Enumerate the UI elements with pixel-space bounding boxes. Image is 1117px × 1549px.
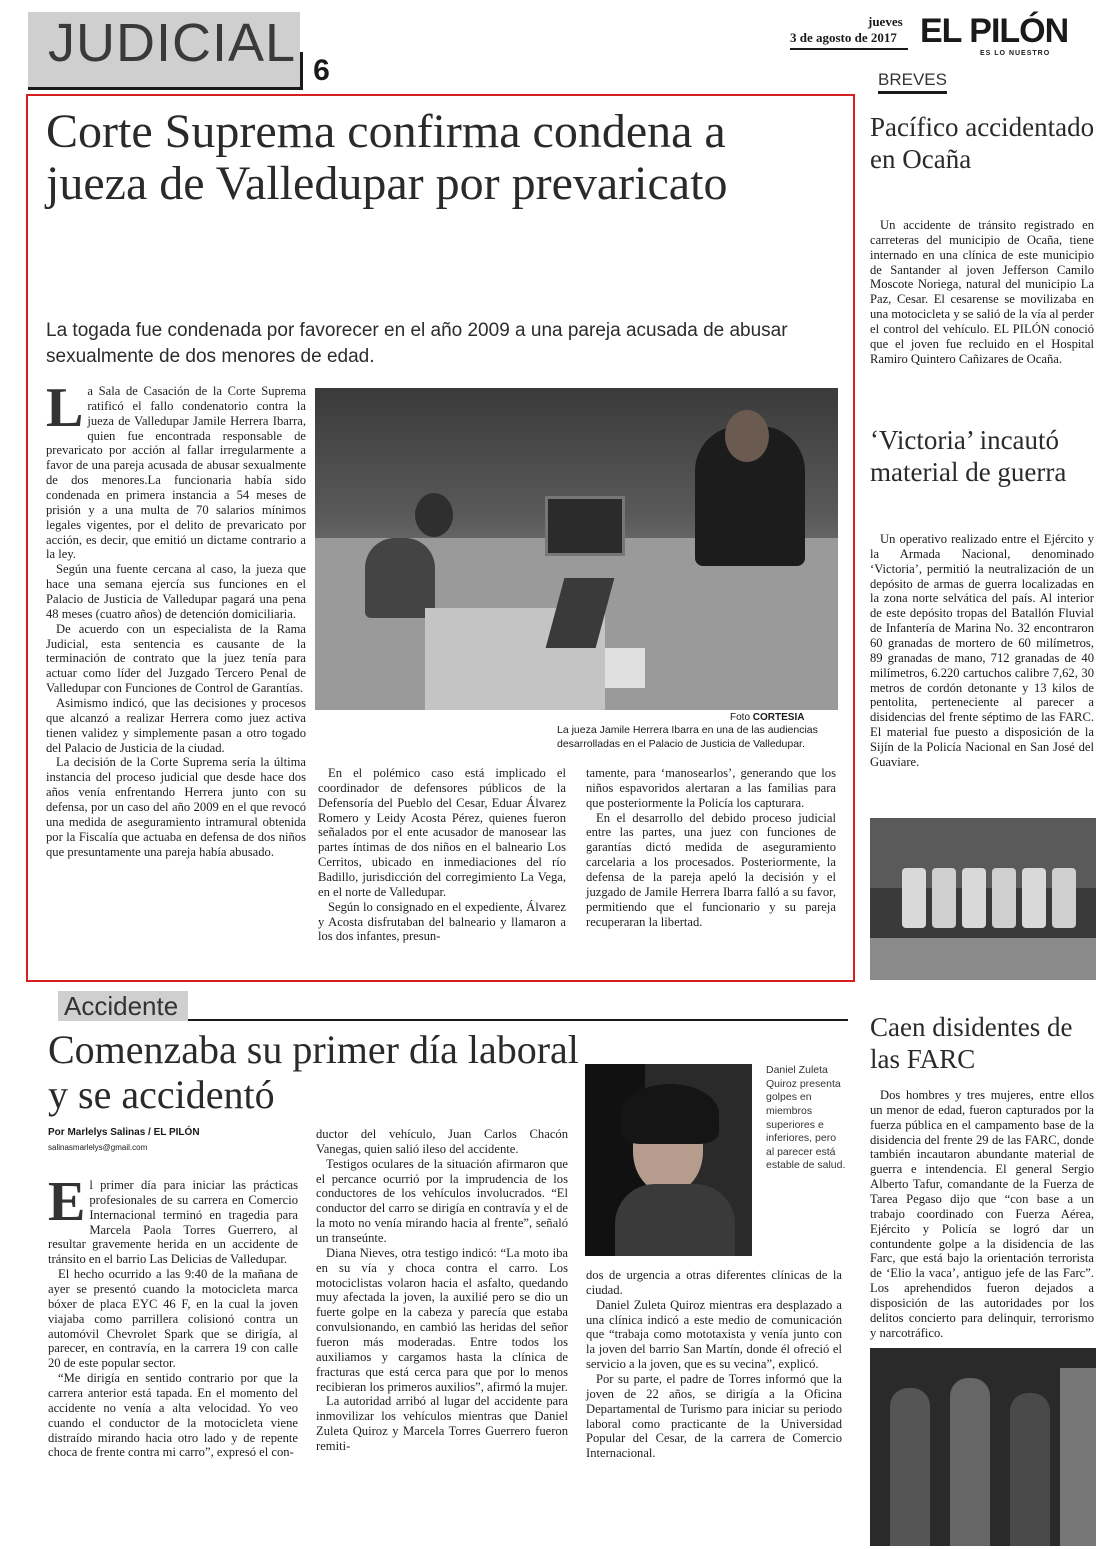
paragraph: “Me dirigía en sentido contrario por que la carrera anterior está tapada. En el momento del accidente no venía a alta velocidad. Yo veo cuando el conductor de la motocicleta viene distraído mirando hacia otro lado y de repente choca de frente contra mi carro”, expresó el con-	[48, 1371, 298, 1460]
brief-headline: Pacífico accidentado en Ocaña	[870, 112, 1095, 174]
paragraph: Daniel Zuleta Quiroz mientras era desplazado a una clínica indicó a este medio de comunicación que “trabaja como mototaxista y venía junto con la joven del barrio San Martín, donde él ofreció el servicio a la joven, que es su vecina”, explicó.	[586, 1297, 842, 1372]
paragraph: Por su parte, el padre de Torres informó que la joven de 22 años, se dirigía a la Oficina Departamental de Turismo para iniciar su periodo laboral como practicante de la Universidad Popular del Cesar, de la carrera de Comercio Internacional.	[586, 1372, 842, 1461]
photo-credit: Foto CORTESIA	[730, 712, 805, 723]
paragraph: Según una fuente cercana al caso, la jueza que hace una semana ejercía sus funciones en el Palacio de Justicia de Valledupar pagará una pena 48 meses (cuatro años) de detención domiciliaria.	[46, 562, 306, 621]
author-email: salinasmarlelys@gmail.com	[48, 1143, 148, 1152]
paragraph: De acuerdo con un especialista de la Rama Judicial, esta sentencia es causante de la terminación de contrato que la juez tenía para actuar como líder del Juzgado Tercero Penal de Valledupar con Funciones de Control de Garantías.	[46, 621, 306, 696]
issue-day: jueves	[868, 14, 903, 29]
paragraph: La decisión de la Corte Suprema sería la última instancia del proceso judicial que desde hace dos años venía enfrentando Herrera junto con su defensa, por un caso del año 2009 en el que revocó una medida de aseguramiento intramural obtenida por la Fiscalía que actuaba en defensa de dos niños que presuntamente una pareja había abusado.	[46, 755, 306, 859]
masthead-slogan: ES LO NUESTRO	[980, 50, 1051, 57]
paragraph: ductor del vehículo, Juan Carlos Chacón Vanegas, quien salió ileso del accidente.	[316, 1127, 568, 1156]
masthead-logo: EL PILÓN	[920, 12, 1069, 50]
paragraph: dos de urgencia a otras diferentes clínicas de la ciudad.	[586, 1268, 842, 1297]
dropcap: E	[48, 1171, 86, 1233]
paragraph: Diana Nieves, otra testigo indicó: “La moto iba en su vía y choca contra el carro. Los motociclistas volaron hacia el asfalto, quedando muy afectada la joven, la auxilié pero se dio un fuerte golpe en la cabeza y parecía que estaba convulsionando, en cambió las heridas del señor fueron más moderadas. Entre todos los auxiliamos y cargamos hasta la clínica de fracturas que está cerca para que por lo menos recibieran los primeros auxilios”, afirmó la mujer.	[316, 1245, 568, 1394]
section-rule	[188, 1019, 848, 1021]
brief-body: Un accidente de tránsito registrado en carreteras del municipio de Ocaña, tiene internado en una clínica de este municipio de Santander al joven Jefferson Camilo Moscote Noriega, natural del municipio La Paz, Cesar. El cesarense se movilizaba en una motocicleta y se salió de la vía al perder el control del vehículo. EL PILÓN conoció que el joven fue recluido en el Hospital Ramiro Quintero Cañizares de Ocaña.	[870, 218, 1094, 366]
paragraph: l primer día para iniciar las prácticas profesionales de su carrera en Comercio Internacional terminó en tragedia para Marcela Paola Torres Guerrero, al resultar gravemente herida en un accidente de tránsito en el barrio Las Delicias de Valledupar.	[48, 1178, 298, 1267]
main-headline: Corte Suprema confirma condena a jueza de Valledupar por prevaricato	[46, 105, 728, 210]
page-number: 6	[300, 52, 340, 90]
second-headline: Comenzaba su primer día laboral y se accidentó	[48, 1027, 579, 1117]
paragraph: Testigos oculares de la situación afirmaron que el percance ocurrió por la imprudencia de los conductores de los vehículos involucrados. “El conductor del carro se dirigía en contravía y el de la moto no venía mirando hacia al frente”, señaló un transeúnte.	[316, 1156, 568, 1246]
seized-material-photo	[870, 818, 1096, 980]
paragraph: a Sala de Casación de la Corte Suprema ratificó el fallo condenatorio contra la jueza de Valledupar Jamile Herrera Ibarra, quien fue encontrada responsable de prevaricato por acción al fallar irregularmente a favor de una pareja acusada de abusar sexualmente de dos menores.La funcionaria había sido condenada en primera instancia a 54 meses de prisión y a una multa de 70 salarios mínimos legales vigentes, por el delito de prevaricato por acción, es decir, que emitió un dictame contrario a la ley.	[46, 384, 306, 562]
paragraph: tamente, para ‘manosearlos’, generando que los niños espavoridos alertaran a las familias para que posteriormente la Policía los capturara.	[586, 766, 836, 810]
main-deck: La togada fue condenada por favorecer en el año 2009 a una pareja acusada de abusar sexualmente de dos menores de edad.	[46, 320, 788, 368]
paragraph: Según lo consignado en el expediente, Álvarez y Acosta disfrutaban del balneario y llamaron a los dos infantes, presun-	[318, 899, 566, 944]
main-column-1	[46, 377, 306, 974]
byline: Por Marlelys Salinas / EL PILÓN	[48, 1127, 200, 1138]
header-rule	[790, 48, 908, 50]
main-column-3	[586, 766, 836, 976]
second-column-1	[48, 1171, 298, 1538]
issue-date: 3 de agosto de 2017	[790, 30, 897, 45]
paragraph: En el polémico caso está implicado el coordinador de defensores públicos de la Defensoría del Pueblo del Cesar, Eduar Álvarez Romero y Leidy Acosta Pérez, quienes fueron señalados por el ente acusador de manosear las partes íntimas de dos niños en el balneario Los Cerritos, ubicado en inmediaciones del río Badillo, jurisdicción del corregimiento La Vega, en el norte de Valledupar.	[318, 766, 566, 899]
detainees-photo	[870, 1348, 1096, 1546]
victim-photo	[585, 1064, 752, 1256]
victim-photo-caption: Daniel Zuleta Quiroz presenta golpes en miembros superiores e inferiores, pero al parecer está estable de salud.	[766, 1064, 846, 1172]
paragraph: El hecho ocurrido a las 9:40 de la mañana de ayer se presentó cuando la motocicleta marca bóxer de placa EYC 46 F, en la cual la joven viajaba como parrillera colisionó contra un automóvil Chevrolet Spark que se dirigía, al parecer, en contravía, en la carrera 19 con calle 20 de este popular sector.	[48, 1267, 298, 1371]
courtroom-photo	[315, 388, 838, 710]
photo-caption: La jueza Jamile Herrera Ibarra en una de las audiencias desarrolladas en el Palacio de Justicia de Valledupar.	[557, 724, 818, 750]
brief-headline: Caen disidentes de las FARC	[870, 1012, 1073, 1074]
paragraph: La autoridad arribó al lugar del accidente para inmovilizar los vehículos mientras que Daniel Zuleta Quiroz y Marcela Torres Guerrero fueron remiti-	[316, 1394, 568, 1454]
brief-headline: ‘Victoria’ incautó material de guerra	[870, 425, 1067, 487]
main-column-2	[318, 766, 566, 976]
brief-body: Un operativo realizado entre el Ejército y la Armada Nacional, denominado ‘Victoria’, permitió la neutralización de un depósito de armas de guerra localizadas en la zona norte selvática del país. Al interior de este depósito tropas del Batallón Fluvial de Infantería de Marina No. 32 encontraron 60 granadas de mortero de 60 milímetros, 89 granadas de mano, 712 granadas de 40 milímetros, 6.220 cartuchos calibre 7,62, 30 metros de cordón detonante y 13 kilos de pentolita, perteneciente al parecer a disidencias del frente séptimo de las FARC. El material fue puesto a disposición de la Sijín de la Policía Nacional en San José del Guaviare.	[870, 532, 1094, 769]
brief-body: Dos hombres y tres mujeres, entre ellos un menor de edad, fueron capturados por la fuerza pública en el campamento base de la disidencia del frente 29 de las FARC, donde también incautaron abundante material de guerra e intendencia. El general Sergio Alberto Tafur, comandante de la Fuerza de Tarea Pegaso dijo que “con base a un trabajo coordinado con Fuerza Aérea, Ejército y Policía se logró dar un contundente golpe a la disidencia de las Farc, que está bajo la orientación terrorista de ‘Elio la vaca’, antiguo jefe de las Farc”. Los aprehendidos fueron dejados a disposición de las autoridades por los delitos concierto para delinquir, terrorismo y narcotráfico.	[870, 1088, 1094, 1340]
section-title: JUDICIAL	[48, 13, 297, 73]
breves-label: BREVES	[878, 70, 947, 94]
accident-section-tab: Accidente	[58, 991, 188, 1021]
dropcap: L	[46, 377, 84, 439]
paragraph: En el desarrollo del debido proceso judicial entre las partes, una juez con funciones de garantías dictó medida de aseguramiento carcelaria a los procesados. Posteriormente, la defensa de la pareja apeló la decisión y el juzgado de Jamile Herrera Ibarra falló a su favor, permitiendo que el funcionario y su pareja recuperaran la libertad.	[586, 810, 836, 929]
second-column-2	[316, 1127, 568, 1537]
second-column-3	[586, 1268, 842, 1538]
paragraph: Asimismo indicó, que las decisiones y procesos que alcanzó a realizar Herrera como juez activa tienen validez y simplemente pasan a otro togado del Palacio de Justicia de la ciudad.	[46, 696, 306, 755]
